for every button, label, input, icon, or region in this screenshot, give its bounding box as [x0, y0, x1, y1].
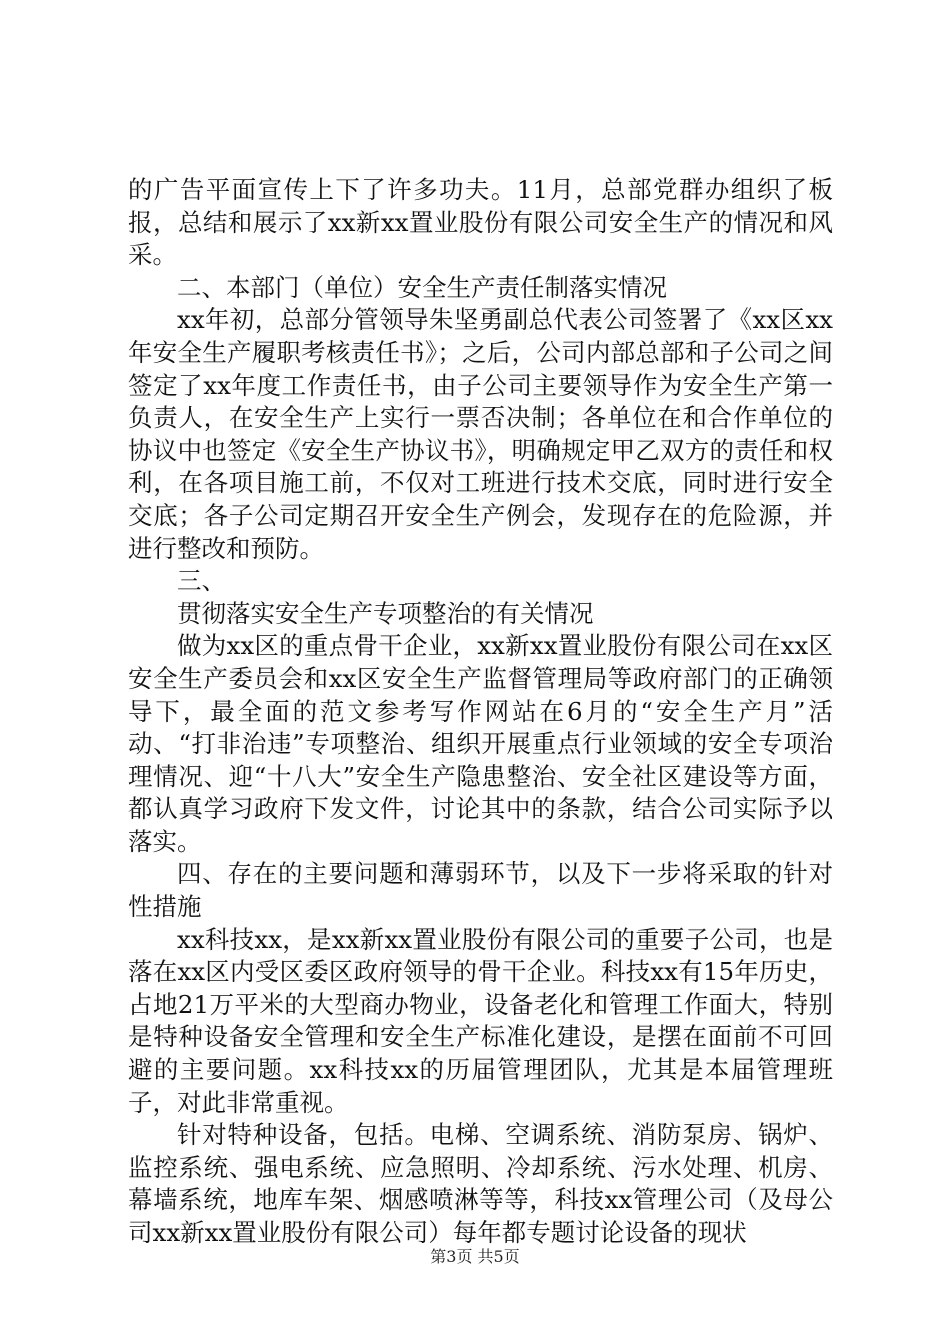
paragraph-continuation: 的广告平面宣传上下了许多功夫。11月，总部党群办组织了板报，总结和展示了xx新xx置业股份有限公司安全生产的情况和风采。: [128, 175, 833, 270]
section-heading-2: 二、本部门（单位）安全生产责任制落实情况: [177, 272, 667, 302]
paragraph-main-problems: xx科技xx，是xx新xx置业股份有限公司的重要子公司，也是落在xx区内受区委区政府领导的骨干企业。科技xx有15年历史，占地21万平米的大型商办物业，设备老化和管理工作面大，特别是特种设备安全管理和安全生产标准化建设，是摆在面前不可回避的主要问题。xx科技xx的历届管理团队，尤其是本届管理班子，对此非常重视。: [128, 924, 833, 1117]
paragraph-responsibility: xx年初，总部分管领导朱坚勇副总代表公司签署了《xx区xx年安全生产履职考核责任书》；之后，公司内部总部和子公司之间签定了xx年度工作责任书，由子公司主要领导作为安全生产第一负责人，在安全生产上实行一票否决制；各单位在和合作单位的协议中也签定《安全生产协议书》，明确规定甲乙双方的责任和权利，在各项目施工前，不仅对工班进行技术交底，同时进行安全交底；各子公司定期召开安全生产例会，发现存在的危险源，并进行整改和预防。: [128, 305, 833, 563]
section-heading-3-title: 贯彻落实安全生产专项整治的有关情况: [177, 598, 594, 628]
document-body: [128, 174, 833, 1250]
section-heading-4: 四、存在的主要问题和薄弱环节，以及下一步将采取的针对性措施: [128, 859, 833, 922]
paragraph-special-rectification: 做为xx区的重点骨干企业，xx新xx置业股份有限公司在xx区安全生产委员会和xx区安全生产监督管理局等政府部门的正确领导下，最全面的范文参考写作网站在6月的“安全生产月”活动、“打非治违”专项整治、组织开展重点行业领域的安全专项治理情况、迎“十八大”安全生产隐患整治、安全社区建设等方面，都认真学习政府下发文件，讨论其中的条款，结合公司实际予以落实。: [128, 631, 833, 856]
page-number-footer: 第3页 共5页: [430, 1247, 520, 1266]
paragraph-special-equipment: 针对特种设备，包括。电梯、空调系统、消防泵房、锅炉、监控系统、强电系统、应急照明、冷却系统、污水处理、机房、幕墙系统，地库车架、烟感喷淋等等，科技xx管理公司（及母公司xx新xx置业股份有限公司）每年都专题讨论设备的现状: [128, 1120, 833, 1247]
section-heading-3-number: 三、: [177, 566, 226, 596]
